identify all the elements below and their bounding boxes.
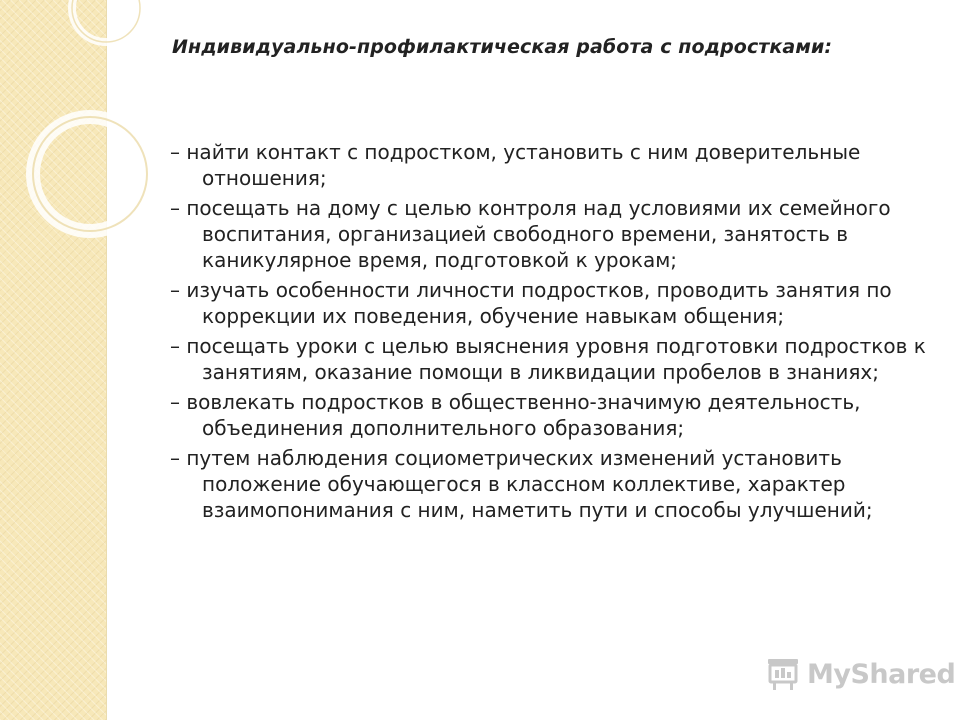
bullet-list [170,139,945,527]
list-item: – изучать особенности личности подростков, проводить занятия по коррекции их поведения, обучение навыкам общения; [170,278,892,328]
slide-title: Индивидуально-профилактическая работа с подростками: [172,36,833,58]
watermark-logo [765,654,955,694]
list-item: – путем наблюдения социометрических изменений установить положение обучающегося в классном коллективе, характер взаимопонимания с ним, наметить пути и способы улучшений; [170,446,873,522]
list-item: – найти контакт с подростком, установить с ним доверительные отношения; [170,140,861,190]
large-ring-shadow [33,117,147,231]
presentation-board-icon [765,657,801,691]
watermark-text: MyShared [807,658,956,690]
small-ring [72,0,140,42]
list-item: – вовлекать подростков в общественно-значимую деятельность, объединения дополнительного образования; [170,390,861,440]
list-item: – посещать уроки с целью выяснения уровня подготовки подростков к занятиям, оказание помощи в ликвидации пробелов в знаниях; [170,334,926,384]
list-item: – посещать на дому с целью контроля над условиями их семейного воспитания, организацией свободного времени, занятость в каникулярное время, подготовкой к урокам; [170,196,891,272]
